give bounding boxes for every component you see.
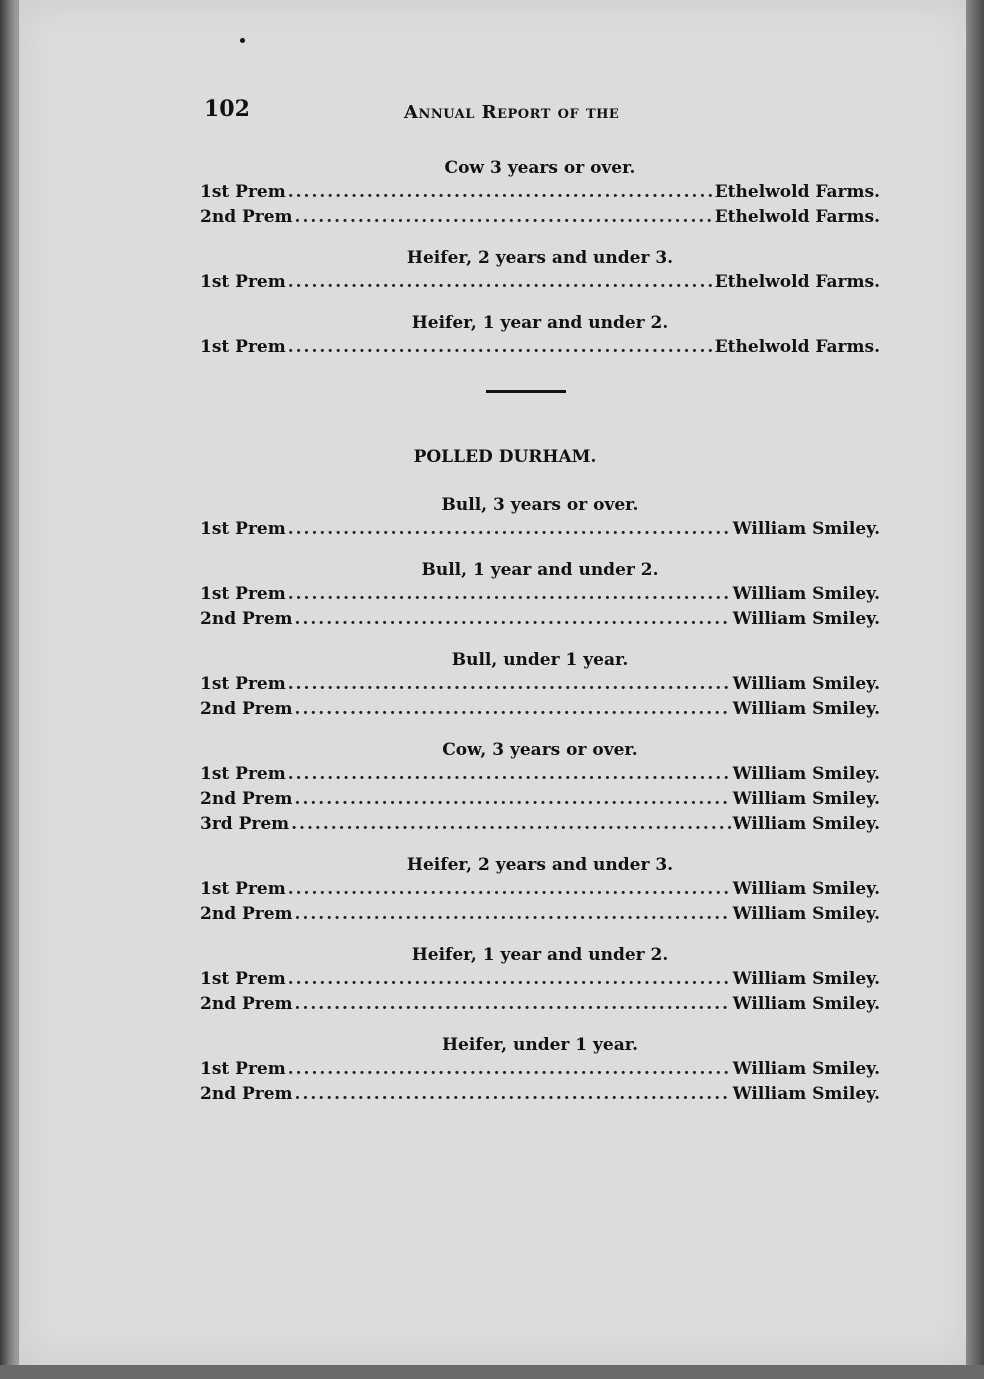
dot-leader [295,205,713,230]
award-entry [160,697,880,722]
award-section [160,313,880,360]
winner-name: Ethelwold Farms. [714,207,880,227]
award-section [160,158,880,230]
award-section [160,945,880,1017]
class-heading: Bull, 3 years or over. [441,495,639,515]
class-heading: Heifer, 2 years and under 3. [406,855,674,875]
award-entry [160,967,880,992]
winner-name: William Smiley. [732,879,880,899]
winner-name: William Smiley. [732,1084,880,1104]
premium-place: 1st Prem [200,674,286,694]
class-heading: Heifer, 2 years and under 3. [406,248,674,268]
dot-leader [295,787,731,812]
dot-leader [288,180,713,205]
award-section [160,855,880,927]
class-heading: Cow, 3 years or over. [442,740,638,760]
award-entry [160,270,880,295]
award-section [160,495,880,542]
dot-leader [295,992,731,1017]
dot-leader [288,877,731,902]
page-bottom-edge [0,1365,984,1379]
premium-place: 1st Prem [200,969,286,989]
award-entry [160,607,880,632]
breed-title: POLLED DURHAM. [413,447,597,467]
dot-leader [295,902,731,927]
dot-leader [288,335,713,360]
premium-place: 2nd Prem [200,904,293,924]
page-number: 102 [204,96,250,122]
ink-speck [240,38,245,43]
premium-place: 2nd Prem [200,789,293,809]
winner-name: William Smiley. [732,814,880,834]
winner-name: Ethelwold Farms. [714,272,880,292]
dot-leader [288,517,731,542]
award-entry [160,877,880,902]
award-entry [160,335,880,360]
premium-place: 2nd Prem [200,699,293,719]
premium-place: 2nd Prem [200,609,293,629]
dot-leader [288,582,731,607]
winner-name: William Smiley. [732,699,880,719]
running-title: Annual Report of the [404,102,620,123]
winner-name: William Smiley. [732,584,880,604]
winner-name: William Smiley. [732,994,880,1014]
section-divider-rule [486,390,566,393]
award-entry [160,672,880,697]
class-heading: Bull, under 1 year. [451,650,629,670]
winner-name: William Smiley. [732,764,880,784]
class-heading: Heifer, 1 year and under 2. [411,313,669,333]
class-heading: Heifer, under 1 year. [441,1035,639,1055]
dot-leader [288,1057,731,1082]
winner-name: Ethelwold Farms. [714,182,880,202]
premium-place: 2nd Prem [200,207,293,227]
page-content [160,158,880,1125]
award-entry [160,902,880,927]
award-entry [160,180,880,205]
award-section [160,650,880,722]
winner-name: William Smiley. [732,1059,880,1079]
premium-place: 1st Prem [200,337,286,357]
breed-sections [160,495,880,1107]
dot-leader [295,697,731,722]
award-section [160,248,880,295]
winner-name: William Smiley. [732,904,880,924]
award-section [160,560,880,632]
page-right-edge [966,0,984,1379]
dot-leader [288,672,731,697]
premium-place: 1st Prem [200,764,286,784]
award-entry [160,787,880,812]
award-entry [160,992,880,1017]
award-entry [160,812,880,837]
premium-place: 3rd Prem [200,814,290,834]
award-entry [160,582,880,607]
premium-place: 1st Prem [200,272,286,292]
winner-name: William Smiley. [732,519,880,539]
book-binding [0,0,16,1379]
award-entry [160,205,880,230]
award-entry [160,517,880,542]
award-entry [160,1082,880,1107]
premium-place: 2nd Prem [200,1084,293,1104]
premium-place: 1st Prem [200,584,286,604]
class-heading: Bull, 1 year and under 2. [421,560,659,580]
premium-place: 1st Prem [200,519,286,539]
award-entry [160,762,880,787]
dot-leader [288,270,713,295]
class-heading: Cow 3 years or over. [444,158,636,178]
page-header [204,96,684,126]
winner-name: Ethelwold Farms. [714,337,880,357]
premium-place: 1st Prem [200,1059,286,1079]
winner-name: William Smiley. [732,969,880,989]
premium-place: 2nd Prem [200,994,293,1014]
winner-name: William Smiley. [732,789,880,809]
top-sections [160,158,880,360]
dot-leader [288,967,731,992]
premium-place: 1st Prem [200,182,286,202]
award-section [160,1035,880,1107]
winner-name: William Smiley. [732,609,880,629]
award-section [160,740,880,837]
dot-leader [291,812,730,837]
class-heading: Heifer, 1 year and under 2. [411,945,669,965]
award-entry [160,1057,880,1082]
dot-leader [295,1082,731,1107]
premium-place: 1st Prem [200,879,286,899]
winner-name: William Smiley. [732,674,880,694]
dot-leader [295,607,731,632]
dot-leader [288,762,731,787]
